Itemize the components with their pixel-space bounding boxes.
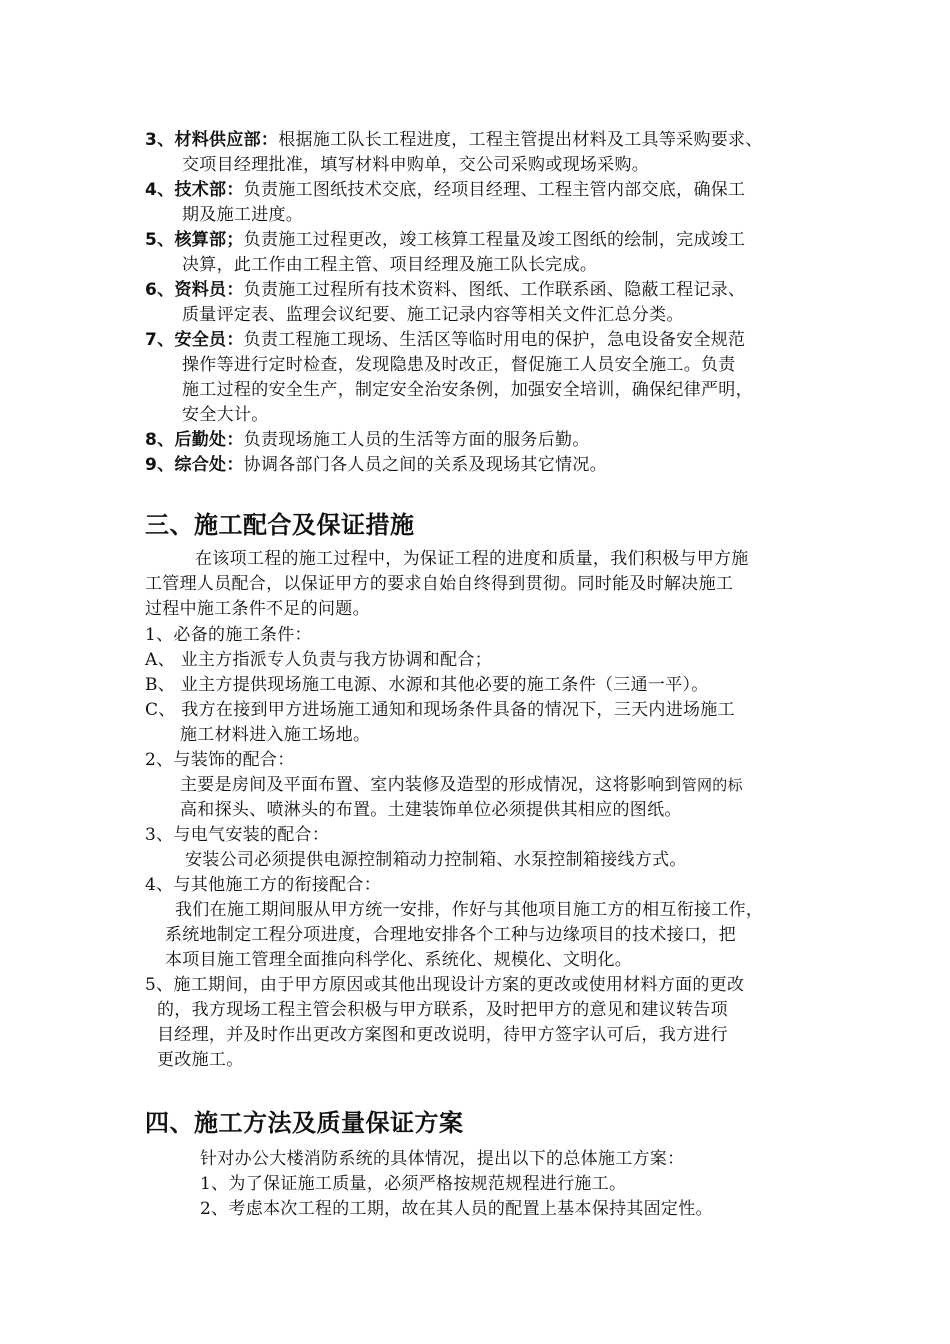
list-item: 1、必备的施工条件： [145,625,312,645]
dept-label: 技术部： [174,180,244,200]
dept-number: 5、 [145,230,175,250]
dept-number: 9、 [145,455,175,475]
paragraph-line: 1、为了保证施工质量，必须严格按规范规程进行施工。 [200,1174,627,1194]
dept-item-5 [145,228,745,252]
dept-number: 3、 [145,130,175,150]
list-item: 2、与装饰的配合： [145,750,295,770]
dept-text: 负责现场施工人员的生活等方面的服务后勤。 [243,430,590,450]
dept-text: 负责施工过程所有技术资料、图纸、工作联系函、隐蔽工程记录、 [243,280,746,300]
dept-label: 综合处： [174,455,244,475]
section-heading: 三、施工配合及保证措施 [145,511,415,539]
list-item-text: 目经理，并及时作出更改方案图和更改说明，待甲方签字认可后，我方进行 [157,1025,728,1045]
list-item-text: 安装公司必须提供电源控制箱动力控制箱、水泵控制箱接线方式。 [185,850,687,870]
dept-label: 安全员： [174,330,244,350]
dept-item-4 [145,178,745,202]
dept-text-cont: 期及施工进度。 [182,205,304,225]
list-item-text: 更改施工。 [157,1050,244,1070]
paragraph-line: 针对办公大楼消防系统的具体情况，提出以下的总体施工方案： [200,1149,685,1169]
dept-text-cont: 施工过程的安全生产，制定安全治安条例，加强安全培训，确保纪律严明， [182,380,753,400]
dept-item-8 [145,428,590,452]
list-item-text: 系统地制定工程分项进度，合理地安排各个工种与边缘项目的技术接口，把 [165,925,736,945]
text-run-small: 管网的标 [681,776,743,794]
dept-number: 6、 [145,280,175,300]
dept-text-cont: 交项目经理批准，填写材料申购单，交公司采购或现场采购。 [182,155,650,175]
list-item-cont: 施工材料进入施工场地。 [180,725,371,745]
dept-label: 后勤处： [174,430,244,450]
section-heading: 四、施工方法及质量保证方案 [145,1109,464,1137]
list-item-text: 高和探头、喷淋头的布置。土建装饰单位必须提供其相应的图纸。 [180,800,682,820]
dept-number: 4、 [145,180,175,200]
dept-text: 协调各部门各人员之间的关系及现场其它情况。 [243,455,607,475]
list-item: 5、施工期间，由于甲方原因或其他出现设计方案的更改或使用材料方面的更改 [145,975,745,995]
list-item-text: 的，我方现场工程主管会积极与甲方联系，及时把甲方的意见和建议转告项 [157,1000,728,1020]
list-item-text: 本项目施工管理全面推向科学化、系统化、规模化、文明化。 [165,950,633,970]
dept-text-cont: 操作等进行定时检查，发现隐患及时改正，督促施工人员安全施工。负责 [182,355,736,375]
dept-number: 8、 [145,430,175,450]
paragraph-line: 2、考虑本次工程的工期，故在其人员的配置上基本保持其固定性。 [200,1199,713,1219]
dept-text-cont: 决算，此工作由工程主管、项目经理及施工队长完成。 [182,255,598,275]
list-item: A、 业主方指派专人负责与我方协调和配合； [145,650,492,670]
list-item: B、 业主方提供现场施工电源、水源和其他必要的施工条件（三通一平）。 [145,675,709,695]
text-run: 主要是房间及平面布置、室内装修及造型的形成情况，这将影响到 [180,775,682,795]
list-item-text [180,773,743,797]
list-item: 3、与电气安装的配合： [145,825,330,845]
dept-text-cont: 质量评定表、监理会议纪要、施工记录内容等相关文件汇总分类。 [182,305,684,325]
dept-item-6 [145,278,745,302]
dept-item-9 [145,453,607,477]
dept-label: 材料供应部： [174,130,279,150]
dept-text: 负责施工图纸技术交底，经项目经理、工程主管内部交底，确保工 [243,180,746,200]
paragraph-line: 过程中施工条件不足的问题。 [145,599,370,619]
dept-number: 7、 [145,330,175,350]
paragraph-line: 工管理人员配合，以保证甲方的要求自始自终得到贯彻。同时能及时解决施工 [145,574,734,594]
paragraph-line: 在该项工程的施工过程中，为保证工程的进度和质量，我们积极与甲方施 [195,549,749,569]
dept-item-7 [145,328,745,352]
list-item: C、 我方在接到甲方进场施工通知和现场条件具备的情况下，三天内进场施工 [145,700,735,720]
dept-text-cont: 安全大计。 [182,405,269,425]
dept-item-3 [145,128,763,152]
list-item: 4、与其他施工方的衔接配合： [145,875,382,895]
dept-text: 负责工程施工现场、生活区等临时用电的保护，急电设备安全规范 [243,330,746,350]
dept-text: 负责施工过程更改，竣工核算工程量及竣工图纸的绘制，完成竣工 [243,230,746,250]
dept-text: 根据施工队长工程进度，工程主管提出材料及工具等采购要求、 [278,130,763,150]
list-item-text: 我们在施工期间服从甲方统一安排，作好与其他项目施工方的相互衔接工作， [175,900,764,920]
dept-label: 资料员： [174,280,244,300]
dept-label: 核算部； [174,230,244,250]
